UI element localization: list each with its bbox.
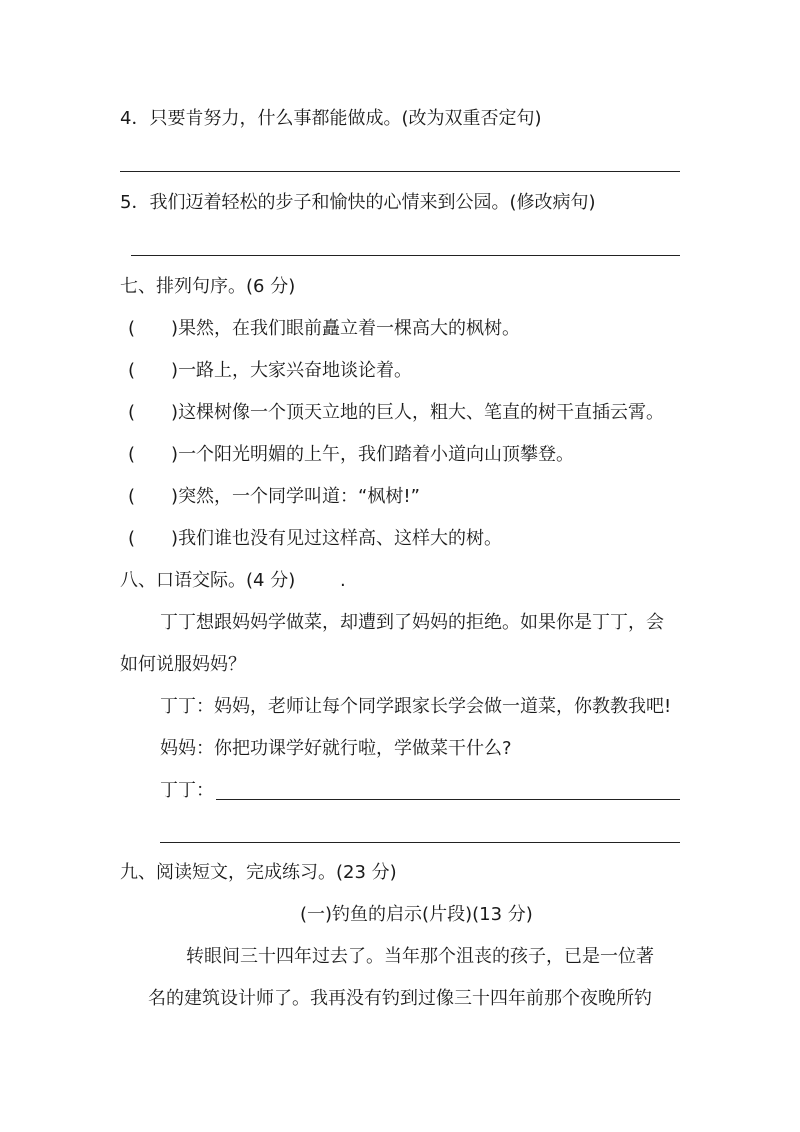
order-item-5 [128,488,420,506]
answer-line-q4[interactable] [120,171,680,172]
order-item-text: 一路上，大家兴奋地谈论着。 [178,360,413,381]
blank-close-paren: ) [171,402,179,423]
dialog-line-mama: 妈妈：你把功课学好就行啦，学做菜干什么? [160,738,512,759]
dialog-answer-label: 丁丁： [160,780,214,801]
answer-line-dialog-1[interactable] [216,799,680,800]
order-item-1 [128,320,520,338]
blank-open-paren: ( [128,360,136,381]
blank-open-paren: ( [128,486,136,507]
dialog-prompt-line-1: 丁丁想跟妈妈学做菜，却遭到了妈妈的拒绝。如果你是丁丁，会 [160,612,664,633]
order-item-6 [128,530,502,548]
passage-title: (一)钓鱼的启示(片段)(13 分) [300,904,533,925]
blank-close-paren: ) [171,360,179,381]
section-9-heading: 九、阅读短文，完成练习。(23 分) [120,862,397,883]
order-item-text: 这棵树像一个顶天立地的巨人，粗大、笔直的树干直插云霄。 [178,402,665,423]
order-item-2 [128,362,412,380]
blank-open-paren: ( [128,402,136,423]
question-5: 5．我们迈着轻松的步子和愉快的心情来到公园。(修改病句) [120,192,596,213]
question-4: 4．只要肯努力，什么事都能做成。(改为双重否定句) [120,108,542,129]
answer-line-q5[interactable] [131,255,680,256]
order-item-text: 一个阳光明媚的上午，我们踏着小道向山顶攀登。 [178,444,575,465]
blank-open-paren: ( [128,444,136,465]
blank-close-paren: ) [171,318,179,339]
dialog-prompt-line-2: 如何说服妈妈？ [120,654,246,675]
section-7-heading: 七、排列句序。(6 分) [120,276,296,297]
order-item-3 [128,404,664,422]
blank-close-paren: ) [171,444,179,465]
answer-line-dialog-2[interactable] [160,842,680,843]
passage-line-1: 转眼间三十四年过去了。当年那个沮丧的孩子，已是一位著 [186,946,654,967]
section-8-heading: 八、口语交际。(4 分) [120,570,296,591]
order-item-4 [128,446,574,464]
section-8-mark: . [340,570,346,591]
blank-open-paren: ( [128,528,136,549]
blank-open-paren: ( [128,318,136,339]
order-item-text: 果然，在我们眼前矗立着一棵高大的枫树。 [178,318,521,339]
order-item-text: 我们谁也没有见过这样高、这样大的树。 [178,528,503,549]
blank-close-paren: ) [171,528,179,549]
blank-close-paren: ) [171,486,179,507]
order-item-text: 突然，一个同学叫道：“枫树!” [178,486,420,507]
dialog-line-dingding: 丁丁：妈妈，老师让每个同学跟家长学会做一道菜，你教教我吧! [160,696,672,717]
passage-line-2: 名的建筑设计师了。我再没有钓到过像三十四年前那个夜晚所钓 [148,988,652,1009]
